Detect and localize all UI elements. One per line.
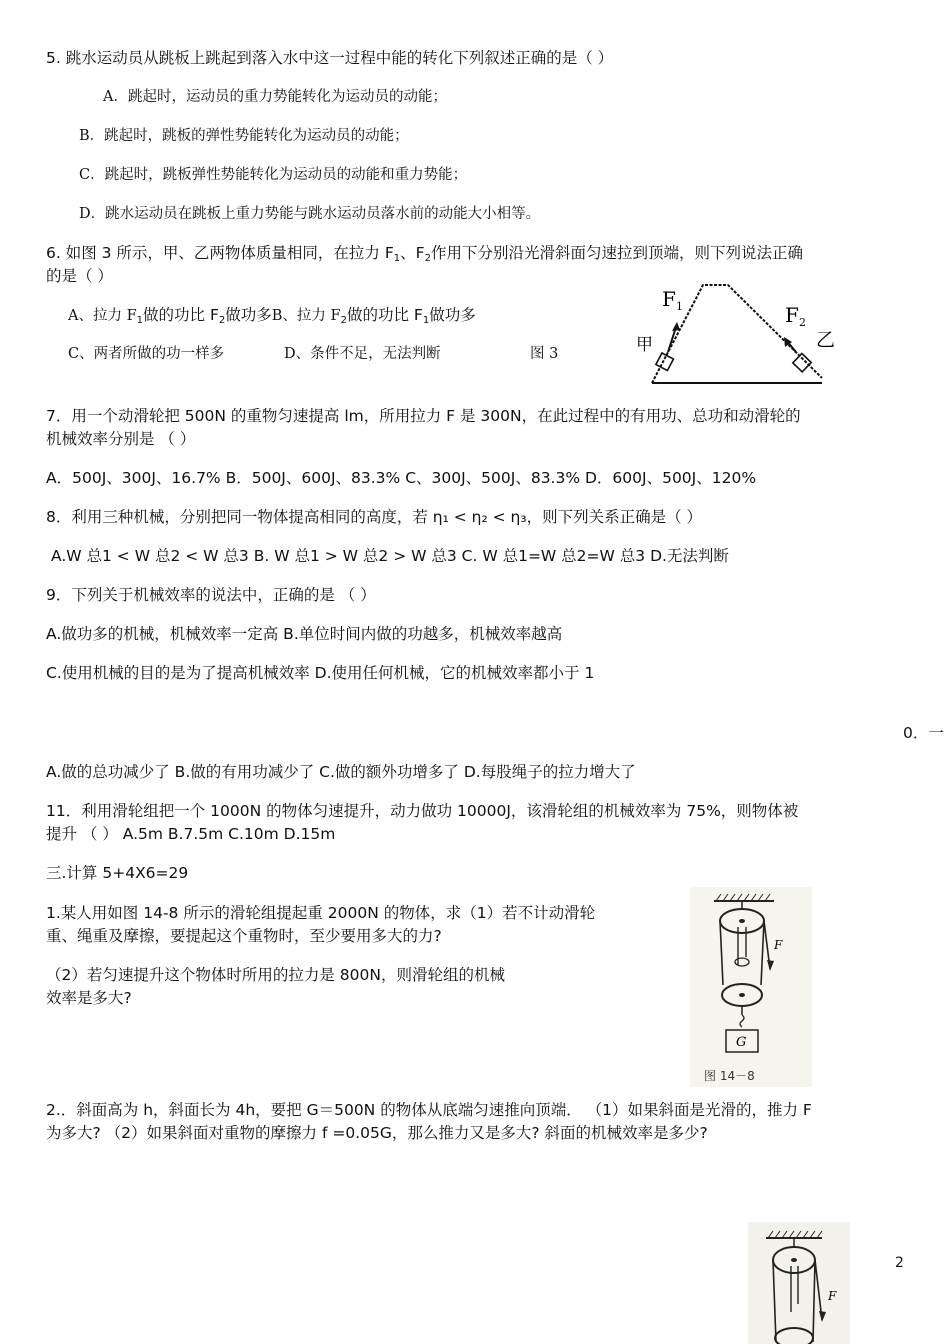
q8-stem: 8．利用三种机械，分别把同一物体提高相同的高度，若 η₁ < η₂ < η₃，则下列关系正确是（ ） — [46, 508, 703, 526]
force-label: F — [774, 938, 783, 952]
q9-options-cd: C.使用机械的目的是为了提高机械效率 D.使用任何机械，它的机械效率都小于 1 — [46, 664, 595, 682]
page-number: 2 — [895, 1255, 904, 1271]
q11-line1: 11．利用滑轮组把一个 1000N 的物体匀速提升，动力做功 10000J，该滑轮组的机械效率为 75%，则物体被 — [46, 802, 799, 820]
q5-option-b: B．跳起时，跳板的弹性势能转化为运动员的动能； — [79, 128, 409, 144]
q9-stem: 9．下列关于机械效率的说法中，正确的是 （ ） — [46, 586, 376, 604]
pulley-figure — [690, 887, 812, 1087]
block-jia — [656, 353, 674, 371]
section-title: 三.计算 5+4X6=29 — [46, 864, 189, 882]
q10-options: A.做的总功减少了 B.做的有用功减少了 C.做的额外功增多了 D.每股绳子的拉力增大了 — [46, 763, 636, 781]
q7-line2: 机械效率分别是 （ ） — [46, 430, 196, 448]
q5-option-d: D．跳水运动员在跳板上重力势能与跳水运动员落水前的动能大小相等。 — [79, 206, 541, 222]
pulley-figure-partial — [748, 1222, 850, 1344]
figure-caption: 图 14－8 — [704, 1069, 755, 1083]
label-jia: 甲 — [636, 335, 653, 355]
q6-option-c: C、两者所做的功一样多 — [68, 346, 225, 362]
q6-figure-label: 图 3 — [530, 346, 559, 362]
svg-text:2: 2 — [799, 316, 806, 329]
calc1-line4: 效率是多大? — [46, 989, 132, 1007]
calc2-line1: 2.．斜面高为 h，斜面长为 4h，要把 G＝500N 的物体从底端匀速推向顶端． （1）如果斜面是光滑的，推力 F — [46, 1101, 812, 1119]
force-label-2: F — [828, 1289, 837, 1303]
q7-options: A．500J、300J、16.7% B．500J、600J、83.3% C、300J、500J、83.3% D．600J、500J、120% — [46, 469, 757, 487]
label-f2: F — [785, 303, 799, 327]
q6-line2: 的是（ ） — [46, 267, 113, 285]
q5-option-c: C．跳起时，跳板弹性势能转化为运动员的动能和重力势能； — [79, 167, 468, 183]
q6-option-d: D、条件不足，无法判断 — [284, 346, 441, 362]
label-f1: F — [662, 287, 676, 311]
svg-text:1: 1 — [676, 300, 683, 313]
q6-options-ab: A、拉力 $F_1$做的功比 $F_2$做功多B、拉力 $F_2$做的功比 $F_1$做功多 — [68, 306, 476, 326]
weight-label: G — [736, 1035, 747, 1050]
calc1-line1: 1.某人用如图 14-8 所示的滑轮组提起重 2000N 的物体，求（1）若不计动滑轮 — [46, 904, 596, 922]
q6-line1: 6. 如图 3 所示，甲、乙两物体质量相同，在拉力 $F_1$、$F_2$作用下分别沿光滑斜面匀速拉到顶端，则下列说法正确 — [46, 244, 803, 264]
q11-line2: 提升 （ ） A.5m B.7.5m C.10m D.15m — [46, 825, 336, 843]
q5-option-a: A．跳起时，运动员的重力势能转化为运动员的动能； — [103, 89, 447, 105]
q7-line1: 7．用一个动滑轮把 500N 的重物匀速提高 lm，所用拉力 F 是 300N，在此过程中的有用功、总功和动滑轮的 — [46, 407, 801, 425]
q10-fragment: 0．一 — [903, 724, 944, 742]
q9-options-ab: A.做功多的机械，机械效率一定高 B.单位时间内做的功越多，机械效率越高 — [46, 625, 563, 643]
label-yi: 乙 — [816, 329, 835, 351]
q5-stem: 5. 跳水运动员从跳板上跳起到落入水中这一过程中能的转化下列叙述正确的是（ ） — [46, 49, 614, 67]
incline-diagram — [630, 278, 835, 390]
q8-options: A.W 总1 < W 总2 < W 总3 B. W 总1 > W 总2 > W 总3 C. W 总1=W 总2=W 总3 D.无法判断 — [51, 547, 729, 565]
block-yi — [793, 354, 811, 372]
calc2-line2: 为多大? （2）如果斜面对重物的摩擦力 f =0.05G，那么推力又是多大? 斜面的机械效率是多少? — [46, 1124, 708, 1142]
calc1-line3: （2）若匀速提升这个物体时所用的拉力是 800N，则滑轮组的机械 — [46, 966, 505, 984]
calc1-line2: 重、绳重及摩擦，要提起这个重物时，至少要用多大的力? — [46, 927, 442, 945]
